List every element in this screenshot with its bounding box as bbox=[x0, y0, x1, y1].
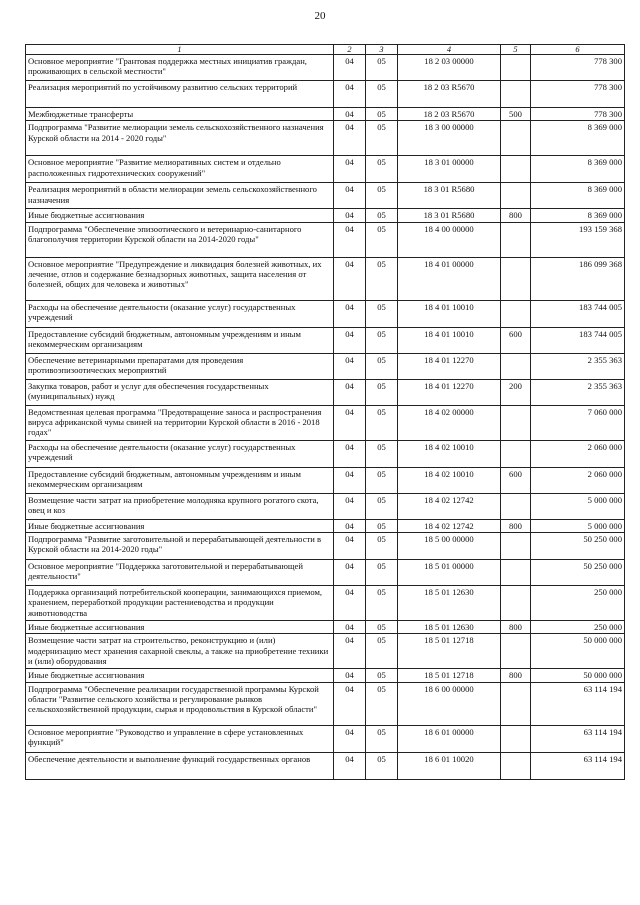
section-code: 04 bbox=[334, 467, 366, 493]
section-code: 04 bbox=[334, 493, 366, 519]
expense-type-code bbox=[501, 725, 531, 752]
amount: 8 369 000 bbox=[531, 121, 625, 156]
expense-type-code bbox=[501, 353, 531, 379]
target-article-code: 18 2 03 R5670 bbox=[398, 81, 501, 108]
subsection-code: 05 bbox=[366, 519, 398, 532]
amount: 2 060 000 bbox=[531, 467, 625, 493]
page-number: 20 bbox=[314, 10, 326, 22]
amount: 250 000 bbox=[531, 620, 625, 633]
table-row bbox=[26, 519, 625, 532]
section-code: 04 bbox=[334, 156, 366, 183]
expense-type-code bbox=[501, 493, 531, 519]
amount: 63 114 194 bbox=[531, 725, 625, 752]
target-article-code: 18 4 00 00000 bbox=[398, 222, 501, 257]
section-code: 04 bbox=[334, 121, 366, 156]
table-header bbox=[26, 45, 625, 55]
section-code: 04 bbox=[334, 440, 366, 467]
table-row bbox=[26, 121, 625, 156]
amount: 186 099 368 bbox=[531, 257, 625, 300]
target-article-code: 18 4 01 12270 bbox=[398, 379, 501, 405]
amount: 8 369 000 bbox=[531, 183, 625, 209]
subsection-code: 05 bbox=[366, 300, 398, 327]
target-article-code: 18 4 01 12270 bbox=[398, 353, 501, 379]
target-article-code: 18 4 02 12742 bbox=[398, 519, 501, 532]
section-code: 04 bbox=[334, 752, 366, 779]
subsection-code: 05 bbox=[366, 559, 398, 585]
row-name: Основное мероприятие "Развитие мелиоративных систем и отдельно расположенных гидротехнических сооружений" bbox=[26, 156, 334, 183]
table-row bbox=[26, 55, 625, 81]
section-code: 04 bbox=[334, 682, 366, 725]
expense-type-code bbox=[501, 183, 531, 209]
subsection-code: 05 bbox=[366, 353, 398, 379]
row-name: Основное мероприятие "Руководство и управление в сфере установленных функций" bbox=[26, 725, 334, 752]
amount: 2 355 363 bbox=[531, 353, 625, 379]
column-header: 3 bbox=[366, 45, 398, 55]
section-code: 04 bbox=[334, 634, 366, 669]
section-code: 04 bbox=[334, 532, 366, 559]
column-header: 4 bbox=[398, 45, 501, 55]
subsection-code: 05 bbox=[366, 725, 398, 752]
expense-type-code bbox=[501, 222, 531, 257]
target-article-code: 18 5 01 12630 bbox=[398, 620, 501, 633]
row-name: Иные бюджетные ассигнования bbox=[26, 519, 334, 532]
section-code: 04 bbox=[334, 620, 366, 633]
row-name: Возмещение части затрат на строительство, реконструкцию и (или) модернизацию мест хранения сахарной свеклы, а также на приобретение техники и (или) оборудования bbox=[26, 634, 334, 669]
section-code: 04 bbox=[334, 222, 366, 257]
expense-type-code: 600 bbox=[501, 467, 531, 493]
table-row bbox=[26, 405, 625, 440]
target-article-code: 18 4 02 00000 bbox=[398, 405, 501, 440]
table-row bbox=[26, 725, 625, 752]
subsection-code: 05 bbox=[366, 634, 398, 669]
target-article-code: 18 6 01 00000 bbox=[398, 725, 501, 752]
header-row bbox=[26, 45, 625, 55]
subsection-code: 05 bbox=[366, 121, 398, 156]
target-article-code: 18 4 01 00000 bbox=[398, 257, 501, 300]
budget-table bbox=[25, 44, 625, 780]
table-row bbox=[26, 559, 625, 585]
table-row bbox=[26, 585, 625, 620]
subsection-code: 05 bbox=[366, 620, 398, 633]
amount: 8 369 000 bbox=[531, 156, 625, 183]
table-row bbox=[26, 620, 625, 633]
table-row bbox=[26, 257, 625, 300]
row-name: Реализация мероприятий в области мелиорации земель сельскохозяйственного назначения bbox=[26, 183, 334, 209]
table-row bbox=[26, 669, 625, 682]
section-code: 04 bbox=[334, 209, 366, 222]
row-name: Предоставление субсидий бюджетным, автономным учреждениям и иным некоммерческим организациям bbox=[26, 467, 334, 493]
expense-type-code: 800 bbox=[501, 519, 531, 532]
expense-type-code: 500 bbox=[501, 108, 531, 121]
table-body bbox=[26, 55, 625, 780]
expense-type-code bbox=[501, 405, 531, 440]
subsection-code: 05 bbox=[366, 532, 398, 559]
target-article-code: 18 4 02 10010 bbox=[398, 440, 501, 467]
section-code: 04 bbox=[334, 559, 366, 585]
table-row bbox=[26, 222, 625, 257]
target-article-code: 18 4 02 10010 bbox=[398, 467, 501, 493]
target-article-code: 18 3 01 00000 bbox=[398, 156, 501, 183]
section-code: 04 bbox=[334, 725, 366, 752]
expense-type-code: 800 bbox=[501, 620, 531, 633]
row-name: Ведомственная целевая программа "Предотвращение заноса и распространения вируса африканской чумы свиней на территории Курской области в 2016 - 2018 годах" bbox=[26, 405, 334, 440]
target-article-code: 18 4 01 10010 bbox=[398, 327, 501, 353]
subsection-code: 05 bbox=[366, 327, 398, 353]
section-code: 04 bbox=[334, 300, 366, 327]
amount: 8 369 000 bbox=[531, 209, 625, 222]
amount: 50 250 000 bbox=[531, 532, 625, 559]
table-row bbox=[26, 440, 625, 467]
amount: 183 744 005 bbox=[531, 327, 625, 353]
section-code: 04 bbox=[334, 81, 366, 108]
amount: 193 159 368 bbox=[531, 222, 625, 257]
row-name: Предоставление субсидий бюджетным, автономным учреждениям и иным некоммерческим организациям bbox=[26, 327, 334, 353]
target-article-code: 18 4 02 12742 bbox=[398, 493, 501, 519]
subsection-code: 05 bbox=[366, 493, 398, 519]
row-name: Подпрограмма "Развитие заготовительной и перерабатывающей деятельности в Курской области на 2014-2020 годы" bbox=[26, 532, 334, 559]
target-article-code: 18 2 03 R5670 bbox=[398, 108, 501, 121]
row-name: Подпрограмма "Развитие мелиорации земель сельскохозяйственного назначения Курской области на 2014 - 2020 годы" bbox=[26, 121, 334, 156]
target-article-code: 18 5 01 12718 bbox=[398, 634, 501, 669]
table-row bbox=[26, 300, 625, 327]
amount: 50 000 000 bbox=[531, 669, 625, 682]
column-header: 6 bbox=[531, 45, 625, 55]
amount: 778 300 bbox=[531, 108, 625, 121]
amount: 50 000 000 bbox=[531, 634, 625, 669]
section-code: 04 bbox=[334, 183, 366, 209]
expense-type-code bbox=[501, 257, 531, 300]
expense-type-code bbox=[501, 532, 531, 559]
row-name: Расходы на обеспечение деятельности (оказание услуг) государственных учреждений bbox=[26, 300, 334, 327]
expense-type-code bbox=[501, 121, 531, 156]
target-article-code: 18 6 01 10020 bbox=[398, 752, 501, 779]
subsection-code: 05 bbox=[366, 467, 398, 493]
expense-type-code bbox=[501, 300, 531, 327]
target-article-code: 18 6 00 00000 bbox=[398, 682, 501, 725]
table-row bbox=[26, 327, 625, 353]
expense-type-code: 800 bbox=[501, 209, 531, 222]
row-name: Подпрограмма "Обеспечение эпизоотического и ветеринарно-санитарного благополучия территории Курской области на 2014-2020 годы" bbox=[26, 222, 334, 257]
subsection-code: 05 bbox=[366, 585, 398, 620]
expense-type-code: 200 bbox=[501, 379, 531, 405]
expense-type-code bbox=[501, 559, 531, 585]
table-row bbox=[26, 379, 625, 405]
target-article-code: 18 3 01 R5680 bbox=[398, 209, 501, 222]
subsection-code: 05 bbox=[366, 81, 398, 108]
target-article-code: 18 5 00 00000 bbox=[398, 532, 501, 559]
amount: 63 114 194 bbox=[531, 682, 625, 725]
expense-type-code bbox=[501, 156, 531, 183]
table-row bbox=[26, 634, 625, 669]
table-row bbox=[26, 353, 625, 379]
expense-type-code bbox=[501, 585, 531, 620]
row-name: Обеспечение деятельности и выполнение функций государственных органов bbox=[26, 752, 334, 779]
column-header: 1 bbox=[26, 45, 334, 55]
amount: 5 000 000 bbox=[531, 519, 625, 532]
table-row bbox=[26, 682, 625, 725]
subsection-code: 05 bbox=[366, 156, 398, 183]
expense-type-code bbox=[501, 682, 531, 725]
row-name: Межбюджетные трансферты bbox=[26, 108, 334, 121]
row-name: Иные бюджетные ассигнования bbox=[26, 669, 334, 682]
subsection-code: 05 bbox=[366, 209, 398, 222]
subsection-code: 05 bbox=[366, 682, 398, 725]
section-code: 04 bbox=[334, 353, 366, 379]
target-article-code: 18 3 00 00000 bbox=[398, 121, 501, 156]
expense-type-code: 600 bbox=[501, 327, 531, 353]
column-header: 2 bbox=[334, 45, 366, 55]
target-article-code: 18 2 03 00000 bbox=[398, 55, 501, 81]
amount: 5 000 000 bbox=[531, 493, 625, 519]
table-row bbox=[26, 752, 625, 779]
subsection-code: 05 bbox=[366, 108, 398, 121]
row-name: Возмещение части затрат на приобретение молодняка крупного рогатого скота, овец и коз bbox=[26, 493, 334, 519]
expense-type-code bbox=[501, 634, 531, 669]
row-name: Подпрограмма "Обеспечение реализации государственной программы Курской области "Развитие сельского хозяйства и регулирование рынков сельскохозяйственной продукции, сырья и продовольствия в Курской области" bbox=[26, 682, 334, 725]
subsection-code: 05 bbox=[366, 440, 398, 467]
section-code: 04 bbox=[334, 379, 366, 405]
amount: 50 250 000 bbox=[531, 559, 625, 585]
section-code: 04 bbox=[334, 327, 366, 353]
section-code: 04 bbox=[334, 519, 366, 532]
table-row bbox=[26, 532, 625, 559]
table-row bbox=[26, 493, 625, 519]
row-name: Иные бюджетные ассигнования bbox=[26, 620, 334, 633]
section-code: 04 bbox=[334, 585, 366, 620]
target-article-code: 18 4 01 10010 bbox=[398, 300, 501, 327]
table-row bbox=[26, 183, 625, 209]
subsection-code: 05 bbox=[366, 183, 398, 209]
amount: 183 744 005 bbox=[531, 300, 625, 327]
subsection-code: 05 bbox=[366, 379, 398, 405]
subsection-code: 05 bbox=[366, 669, 398, 682]
amount: 2 355 363 bbox=[531, 379, 625, 405]
amount: 7 060 000 bbox=[531, 405, 625, 440]
amount: 2 060 000 bbox=[531, 440, 625, 467]
row-name: Основное мероприятие "Грантовая поддержка местных инициатив граждан, проживающих в сельской местности" bbox=[26, 55, 334, 81]
table-row bbox=[26, 209, 625, 222]
subsection-code: 05 bbox=[366, 222, 398, 257]
expense-type-code bbox=[501, 55, 531, 81]
expense-type-code bbox=[501, 440, 531, 467]
amount: 63 114 194 bbox=[531, 752, 625, 779]
subsection-code: 05 bbox=[366, 752, 398, 779]
amount: 778 300 bbox=[531, 81, 625, 108]
target-article-code: 18 3 01 R5680 bbox=[398, 183, 501, 209]
table-row bbox=[26, 81, 625, 108]
subsection-code: 05 bbox=[366, 55, 398, 81]
table-row bbox=[26, 467, 625, 493]
row-name: Реализация мероприятий по устойчивому развитию сельских территорий bbox=[26, 81, 334, 108]
subsection-code: 05 bbox=[366, 405, 398, 440]
row-name: Основное мероприятие "Поддержка заготовительной и перерабатывающей деятельности" bbox=[26, 559, 334, 585]
section-code: 04 bbox=[334, 108, 366, 121]
expense-type-code bbox=[501, 752, 531, 779]
target-article-code: 18 5 01 12630 bbox=[398, 585, 501, 620]
expense-type-code: 800 bbox=[501, 669, 531, 682]
amount: 778 300 bbox=[531, 55, 625, 81]
target-article-code: 18 5 01 12718 bbox=[398, 669, 501, 682]
table-row bbox=[26, 108, 625, 121]
section-code: 04 bbox=[334, 405, 366, 440]
target-article-code: 18 5 01 00000 bbox=[398, 559, 501, 585]
row-name: Закупка товаров, работ и услуг для обеспечения государственных (муниципальных) нужд bbox=[26, 379, 334, 405]
row-name: Иные бюджетные ассигнования bbox=[26, 209, 334, 222]
row-name: Основное мероприятие "Предупреждение и ликвидация болезней животных, их лечение, отлов и содержание безнадзорных животных, защита населения от болезней, общих для человека и животных" bbox=[26, 257, 334, 300]
subsection-code: 05 bbox=[366, 257, 398, 300]
table-row bbox=[26, 156, 625, 183]
row-name: Расходы на обеспечение деятельности (оказание услуг) государственных учреждений bbox=[26, 440, 334, 467]
row-name: Обеспечение ветеринарными препаратами для проведения противоэпизоотических мероприятий bbox=[26, 353, 334, 379]
amount: 250 000 bbox=[531, 585, 625, 620]
expense-type-code bbox=[501, 81, 531, 108]
row-name: Поддержка организаций потребительской кооперации, занимающихся приемом, хранением, переработкой продукции растениеводства и продукции животноводства bbox=[26, 585, 334, 620]
section-code: 04 bbox=[334, 669, 366, 682]
column-header: 5 bbox=[501, 45, 531, 55]
section-code: 04 bbox=[334, 257, 366, 300]
section-code: 04 bbox=[334, 55, 366, 81]
